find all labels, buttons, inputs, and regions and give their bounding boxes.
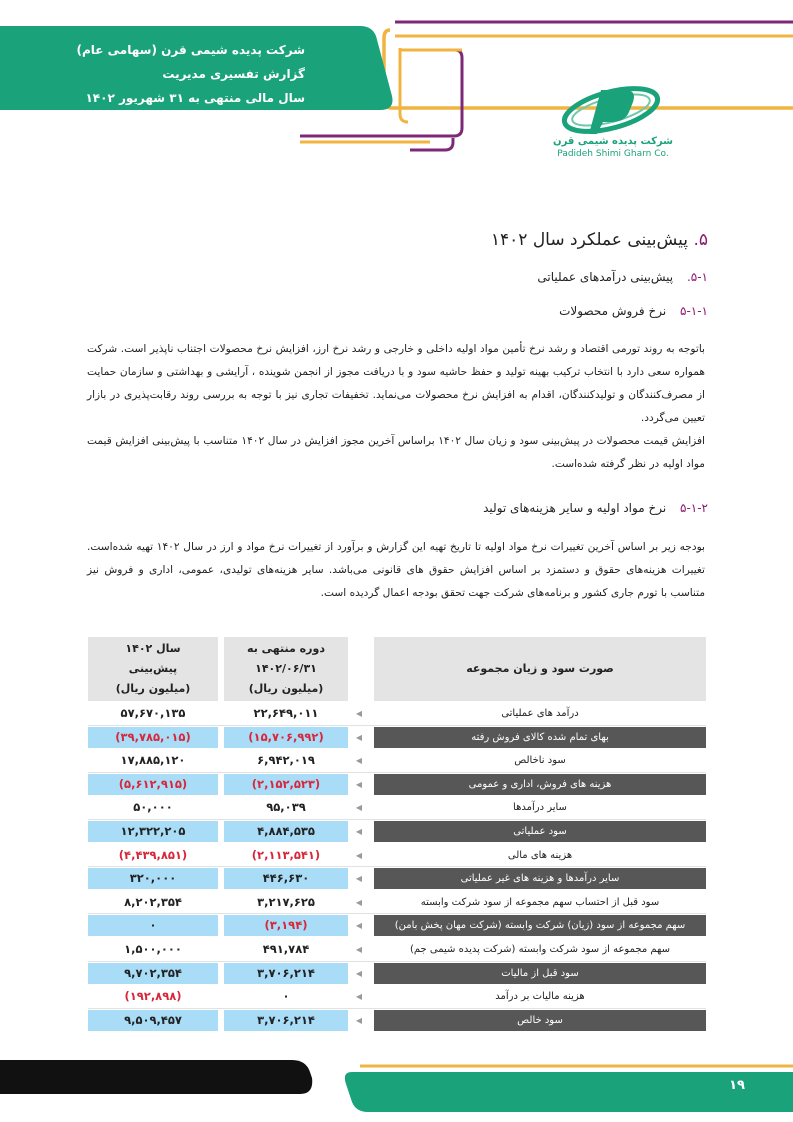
- header-title-block: [75, 38, 305, 110]
- header-period: سال مالی منتهی به ۳۱ شهریور ۱۴۰۲: [85, 91, 305, 105]
- paragraph-material-costs: بودجه زیر بر اساس آخرین تغییرات نرخ مواد اولیه تا تاریخ تهیه این گزارش و برآورد از تغییرات نرخ مواد و ارز در سال ۱۴۰۲ تهیه شده‌است. تغییرات هزینه‌های حقوق و دستمزد بر اساس افزایش حقوق های قانونی می‌باشد. سایر هزینه‌های تولیدی، عمومی، اداری و فروش نیز متناسب با تورم جاری کشور و برنامه‌های شرکت جهت تحقق بودجه اعمال گردیده است.: [87, 541, 705, 599]
- table-cell-forecast: ۰: [88, 915, 218, 936]
- row-arrow-icon: ◀: [355, 874, 363, 884]
- table-cell-forecast: (۳۹,۷۸۵,۰۱۵): [88, 727, 218, 748]
- row-divider: [88, 725, 706, 726]
- logo-name-fa: شرکت پدیده شیمی قرن: [553, 136, 673, 147]
- table-row-label: درآمد های عملیاتی: [501, 708, 579, 719]
- table-row-label: سود قبل از مالیات: [374, 963, 706, 984]
- row-arrow-icon: ◀: [355, 897, 363, 907]
- row-arrow-icon: ◀: [355, 921, 363, 931]
- table-cell-forecast: ۱۲,۳۲۲,۲۰۵: [88, 821, 218, 842]
- row-arrow-icon: ◀: [355, 850, 363, 860]
- page-number: ۱۹: [729, 1078, 745, 1093]
- table-cell-period: (۲,۱۱۳,۵۴۱): [251, 847, 321, 862]
- table-cell-period: ۶,۹۴۲,۰۱۹: [257, 753, 315, 768]
- row-divider: [88, 772, 706, 773]
- row-divider: [88, 866, 706, 867]
- table-cell-forecast: ۹,۷۰۲,۳۵۴: [88, 963, 218, 984]
- row-arrow-icon: ◀: [355, 732, 363, 742]
- table-header-forecast-line3: (میلیون ریال): [115, 682, 191, 695]
- table-cell-period: (۲,۱۵۲,۵۲۳): [224, 774, 348, 795]
- sub-subsection-title: [559, 304, 708, 318]
- table-cell-forecast: ۵۰,۰۰۰: [133, 800, 173, 815]
- row-arrow-icon: ◀: [355, 779, 363, 789]
- table-header-period-line1: دوره منتهی به: [247, 642, 325, 655]
- section-number: ۵.: [693, 230, 708, 250]
- row-arrow-icon: ◀: [355, 756, 363, 766]
- table-header-period-line3: (میلیون ریال): [248, 682, 324, 695]
- row-arrow-icon: ◀: [355, 709, 363, 718]
- logo-name-en: Padideh Shimi Gharn Co.: [557, 149, 669, 159]
- table-row-label: هزینه های فروش، اداری و عمومی: [374, 774, 706, 795]
- table-cell-forecast: ۱۷,۸۸۵,۱۲۰: [120, 753, 186, 768]
- table-cell-forecast: (۱۹۲,۸۹۸): [124, 989, 182, 1004]
- sub-subsection-title-2: [483, 501, 708, 515]
- footer-decoration: [0, 1058, 793, 1122]
- row-divider: [88, 961, 706, 962]
- row-divider: [88, 913, 706, 914]
- table-row-label: سود قبل از احتساب سهم مجموعه از سود شرکت وابسته: [420, 896, 660, 908]
- header-company: شرکت پدیده شیمی قرن (سهامی عام): [76, 43, 305, 57]
- table-header-period-line2: ۱۴۰۲/۰۶/۳۱: [255, 662, 317, 675]
- table-cell-period: ۳,۲۱۷,۶۲۵: [257, 894, 315, 909]
- table-row-label: هزینه های مالی: [507, 849, 573, 861]
- table-cell-forecast: ۵۷,۶۷۰,۱۳۵: [120, 706, 186, 720]
- table-cell-period: ۲۲,۶۴۹,۰۱۱: [253, 706, 319, 720]
- table-row-label: بهای تمام شده کالای فروش رفته: [374, 727, 706, 748]
- table-row-label: سهم مجموعه از سود (زیان) شرکت وابسته (شرکت مهان پخش بامن): [374, 915, 706, 936]
- row-arrow-icon: ◀: [355, 968, 363, 978]
- table-cell-period: ۴۴۶,۶۳۰: [224, 868, 348, 889]
- header-report: گزارش تفسیری مدیریت: [162, 67, 305, 81]
- paragraph-sales-rate: باتوجه به روند تورمی اقتصاد و رشد نرخ تأمین مواد اولیه داخلی و خارجی و رشد نرخ ارز، افزایش نرخ محصولات اجتناب ناپذیر است. شرکت همواره سعی دارد با انتخاب ترکیب بهینه تولید و حفظ حاشیه سود و با دریافت مجوز از انجمن شوینده ، آرایشی و بهداشتی و سازمان حمایت از مصرف‌کنندگان و تولیدکنندگان، اقدام به افزایش نرخ محصولات می‌نماید. تخفیفات تجاری نیز با توجه به بررسی روند رقابت‌پذیری در بازار تعیین می‌گردد.: [87, 343, 705, 424]
- table-cell-period: ۹۵,۰۳۹: [266, 800, 306, 815]
- table-cell-period: (۱۵,۷۰۶,۹۹۲): [224, 727, 348, 748]
- table-cell-period: ۰: [282, 989, 290, 1004]
- sub-subsection-number-2: ۵-۱-۲: [680, 501, 708, 515]
- table-cell-period: (۳,۱۹۴): [224, 915, 348, 936]
- table-row-label: هزینه مالیات بر درآمد: [495, 991, 585, 1003]
- sub-subsection-title-text-2: نرخ مواد اولیه و سایر هزینه‌های تولید: [483, 501, 667, 515]
- row-divider: [88, 1008, 706, 1009]
- table-cell-period: ۴۹۱,۷۸۴: [262, 942, 310, 956]
- paragraph-price-forecast: افزایش قیمت محصولات در پیش‌بینی سود و زیان سال ۱۴۰۲ براساس آخرین مجوز افزایش در سال ۱۴۰۲ متناسب با پیش‌بینی افزایش قیمت مواد اولیه در نظر گرفته شده‌است.: [87, 435, 705, 470]
- row-arrow-icon: ◀: [355, 827, 363, 836]
- subsection-title: [537, 270, 708, 284]
- table-row-label: سهم مجموعه از سود شرکت وابسته (شرکت پدیده شیمی جم): [409, 944, 671, 955]
- table-cell-forecast: ۸,۲۰۲,۳۵۴: [124, 894, 182, 909]
- row-arrow-icon: ◀: [355, 992, 363, 1002]
- row-arrow-icon: ◀: [355, 803, 363, 813]
- section-title: [491, 230, 708, 250]
- table-header-title-text: صورت سود و زیان مجموعه: [466, 662, 614, 675]
- table-cell-period: ۳,۷۰۶,۲۱۴: [224, 1010, 348, 1031]
- table-header-forecast: [88, 637, 218, 701]
- table-cell-forecast: (۴,۴۳۹,۸۵۱): [118, 847, 188, 862]
- table-cell-period: ۴,۸۸۴,۵۳۵: [224, 821, 348, 842]
- row-divider: [88, 819, 706, 820]
- table-header-period: [224, 637, 348, 701]
- section-title-text: پیش‌بینی عملکرد سال ۱۴۰۲: [490, 230, 689, 250]
- table-header-title: [374, 637, 706, 701]
- table-row-label: سود ناخالص: [514, 755, 566, 767]
- sub-subsection-number: ۵-۱-۱: [680, 304, 708, 318]
- table-row-label: سایر درآمدها: [513, 802, 567, 814]
- table-cell-forecast: ۱,۵۰۰,۰۰۰: [124, 942, 182, 956]
- table-cell-forecast: ۳۲۰,۰۰۰: [88, 868, 218, 889]
- subsection-title-text: پیش‌بینی درآمدهای عملیاتی: [537, 270, 674, 284]
- table-row-label: سود خالص: [374, 1010, 706, 1031]
- table-header-forecast-line1: سال ۱۴۰۲: [125, 642, 181, 655]
- table-cell-period: ۳,۷۰۶,۲۱۴: [224, 963, 348, 984]
- table-row-label: سایر درآمدها و هزینه های غیر عملیاتی: [374, 868, 706, 889]
- table-cell-forecast: (۵,۶۱۲,۹۱۵): [88, 774, 218, 795]
- row-arrow-icon: ◀: [355, 1015, 363, 1025]
- table-header-forecast-line2: پیش‌بینی: [128, 662, 178, 675]
- table-row-label: سود عملیاتی: [374, 821, 706, 842]
- row-arrow-icon: ◀: [355, 945, 363, 954]
- table-cell-forecast: ۹,۵۰۹,۴۵۷: [88, 1010, 218, 1031]
- subsection-number: ۵-۱.: [686, 270, 708, 284]
- sub-subsection-title-text: نرخ فروش محصولات: [559, 304, 667, 318]
